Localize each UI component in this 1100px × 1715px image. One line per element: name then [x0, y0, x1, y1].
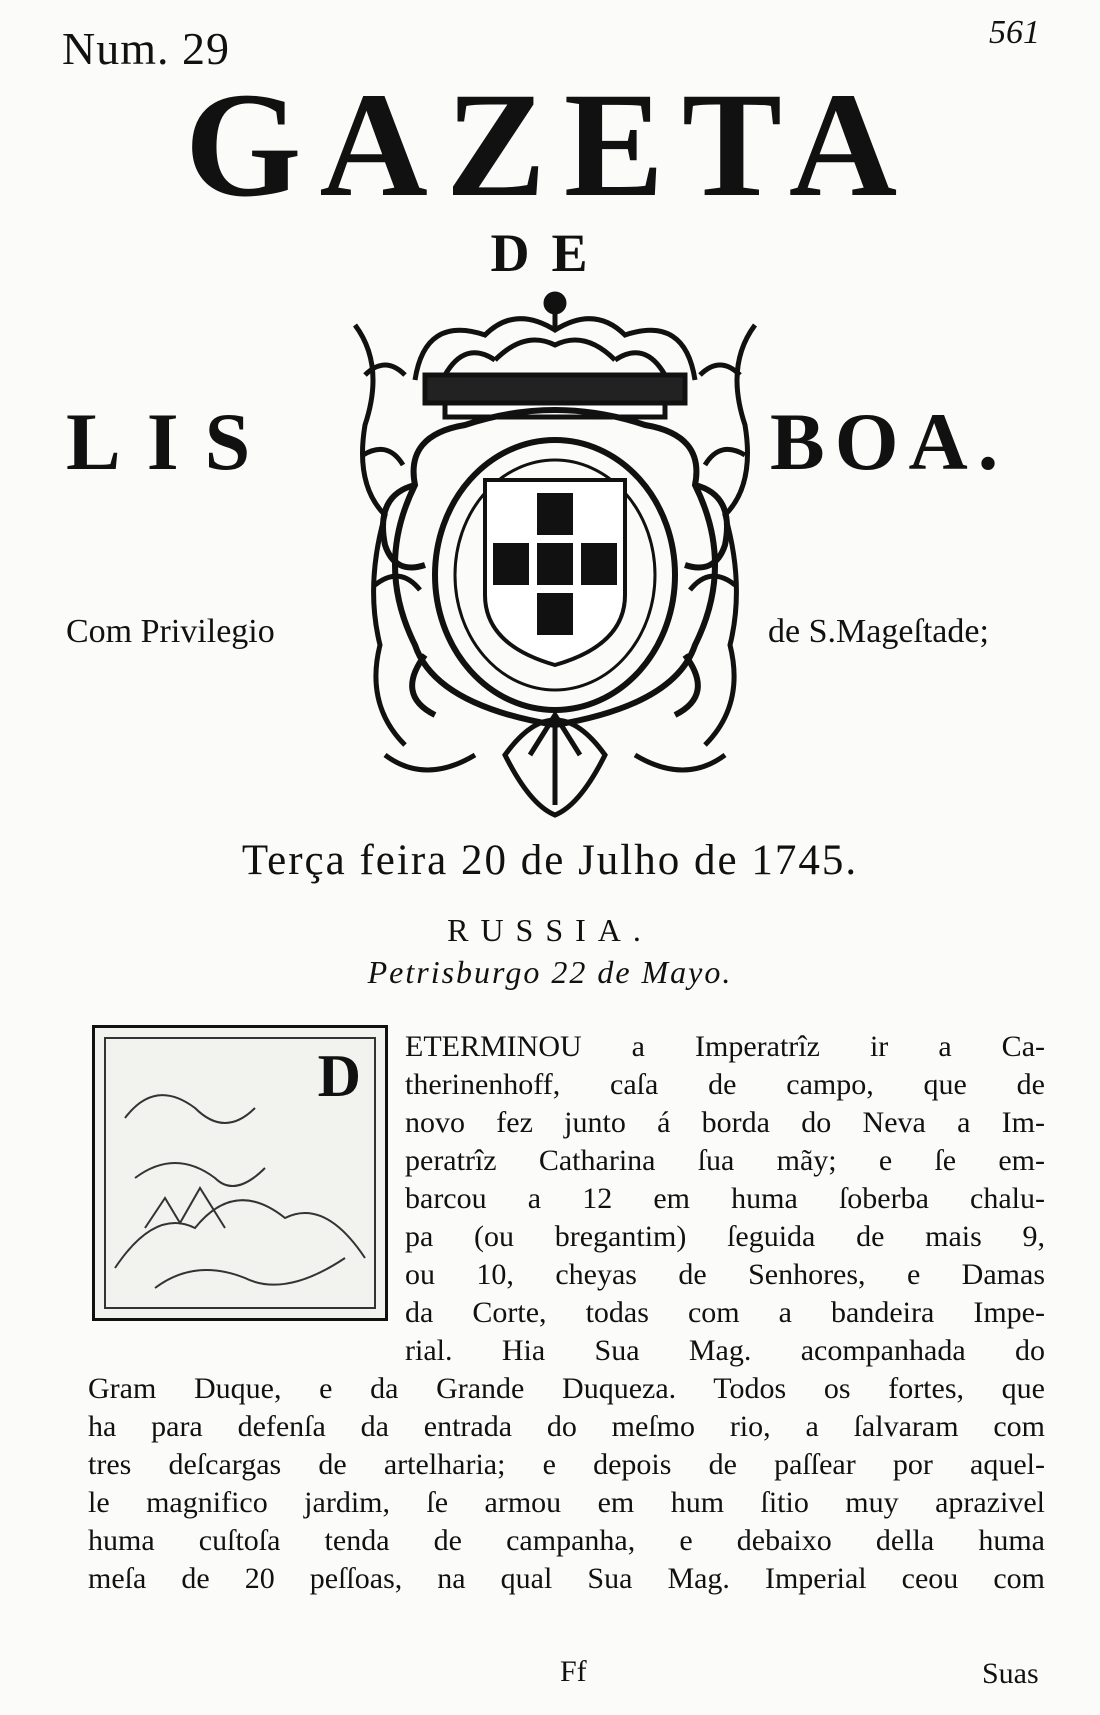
issue-date: Terça feira 20 de Julho de 1745.: [241, 837, 859, 884]
issue-number: Num. 29: [62, 23, 230, 74]
article-line: ETERMINOU a Imperatrîz ir a Ca-: [405, 1030, 1045, 1063]
masthead-boa: BOA.: [770, 396, 1009, 487]
article-line: pa (ou bregantim) ſeguida de mais 9,: [405, 1220, 1045, 1253]
section-heading: RUSSIA.: [447, 912, 653, 948]
article-line: rial. Hia Sua Mag. acompanhada do: [405, 1334, 1045, 1367]
privilege-right: de S.Mageſtade;: [768, 613, 989, 650]
article-line: ou 10, cheyas de Senhores, e Damas: [405, 1258, 1045, 1291]
page-number: 561: [989, 14, 1040, 51]
shield-icon: [485, 480, 625, 665]
royal-coat-of-arms-icon: [345, 285, 765, 825]
dateline-place: Petrisburgo 22 de Mayo.: [367, 954, 733, 990]
privilege-left: Com Privilegio: [66, 613, 275, 650]
article-line: da Corte, todas com a bandeira Impe-: [405, 1296, 1045, 1329]
article-line: peratrîz Catharina ſua mãy; e ſe em-: [405, 1144, 1045, 1177]
printer-signature: Ff: [560, 1655, 587, 1688]
crown-icon: [415, 294, 695, 417]
catchword: Suas: [982, 1657, 1039, 1690]
decorated-initial: [92, 1025, 388, 1321]
drop-cap-letter: D: [317, 1043, 361, 1109]
article-line: novo fez junto á borda do Neva a Im-: [405, 1106, 1045, 1139]
article-line: Gram Duque, e da Grande Duqueza. Todos os fortes, que: [88, 1372, 1045, 1405]
article-line: tres deſcargas de artelharia; e depois de paſſear por aquel-: [88, 1448, 1045, 1481]
article-line: le magnifico jardim, ſe armou em hum ſitio muy aprazivel: [88, 1486, 1045, 1519]
article-line: barcou a 12 em huma ſoberba chalu-: [405, 1182, 1045, 1215]
article-line: huma cuſtoſa tenda de campanha, e debaixo della huma: [88, 1524, 1045, 1557]
masthead-de: DE: [490, 223, 610, 283]
article-line: therinenhoff, caſa de campo, que de: [405, 1068, 1045, 1101]
shell-icon: [505, 715, 605, 815]
masthead-lis: LIS: [66, 396, 277, 487]
masthead-title: GAZETA: [184, 62, 916, 228]
article-line: meſa de 20 peſſoas, na qual Sua Mag. Imperial ceou com: [88, 1562, 1045, 1595]
article-line: ha para defenſa da entrada do meſmo rio, a ſalvaram com: [88, 1410, 1045, 1443]
